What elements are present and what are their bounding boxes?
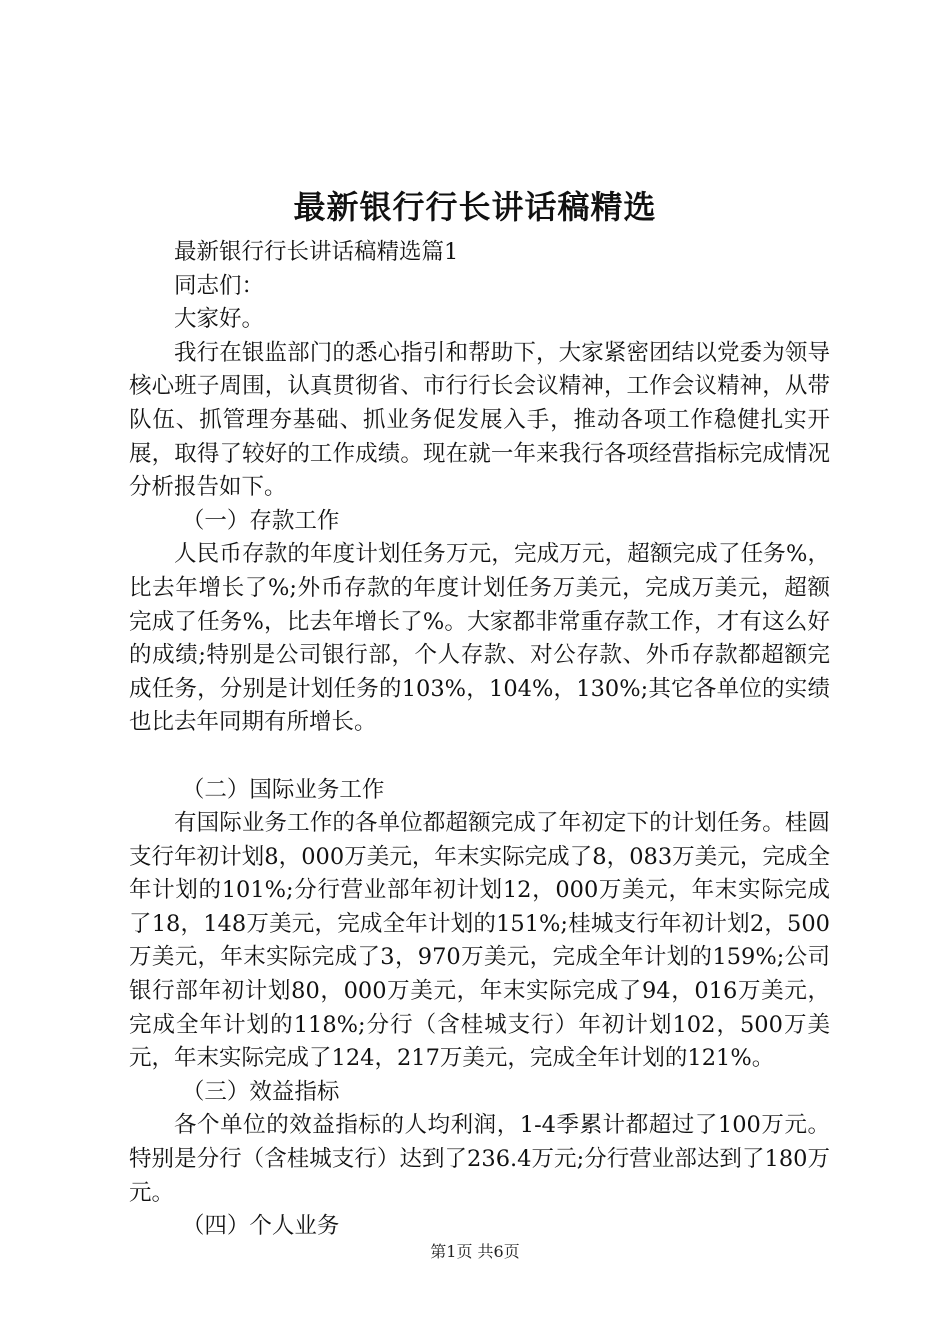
intro-paragraph: 我行在银监部门的悉心指引和帮助下，大家紧密团结以党委为领导核心班子周围，认真贯彻省、市行行长会议精神，工作会议精神，从带队伍、抓管理夯基础、抓业务促发展入手，推动各项工作稳健扎实开展，取得了较好的工作成绩。现在就一年来我行各项经营指标完成情况分析报告如下。 (129, 339, 830, 501)
profit-paragraph: 各个单位的效益指标的人均利润，1-4季累计都超过了100万元。特别是分行（含桂城支行）达到了236.4万元;分行营业部达到了180万元。 (129, 1112, 830, 1206)
section-heading-profit: （三）效益指标 (181, 1078, 340, 1105)
international-paragraph: 有国际业务工作的各单位都超额完成了年初定下的计划任务。桂圆支行年初计划8，000万美元，年末实际完成了8，083万美元，完成全年计划的101%;分行营业部年初计划12，000万美元，年末实际完成了18，148万美元，完成全年计划的151%;桂城支行年初计划2，500万美元，年末实际完成了3，970万美元，完成全年计划的159%;公司银行部年初计划80，000万美元，年末实际完成了94，016万美元，完成全年计划的118%;分行（含桂城支行）年初计划102，500万美元，年末实际完成了124，217万美元，完成全年计划的121%。 (129, 810, 830, 1072)
document-title: 最新银行行长讲话稿精选 (293, 188, 657, 226)
article-subtitle: 最新银行行长讲话稿精选篇1 (174, 239, 459, 265)
section-heading-international: （二）国际业务工作 (181, 776, 385, 803)
salutation: 同志们： (174, 272, 265, 299)
greeting: 大家好。 (174, 306, 265, 333)
deposits-paragraph: 人民币存款的年度计划任务万元，完成万元，超额完成了任务%，比去年增长了%;外币存款的年度计划任务万美元，完成万美元，超额完成了任务%，比去年增长了%。大家都非常重存款工作，才有这么好的成绩;特别是公司银行部，个人存款、对公存款、外币存款都超额完成任务，分别是计划任务的103%，104%，130%;其它各单位的实绩也比去年同期有所增长。 (129, 541, 830, 736)
section-heading-personal: （四）个人业务 (181, 1213, 340, 1240)
document-body (129, 236, 830, 1244)
section-heading-deposits: （一）存款工作 (181, 507, 340, 534)
page-number: 第1页 共6页 (430, 1242, 520, 1261)
